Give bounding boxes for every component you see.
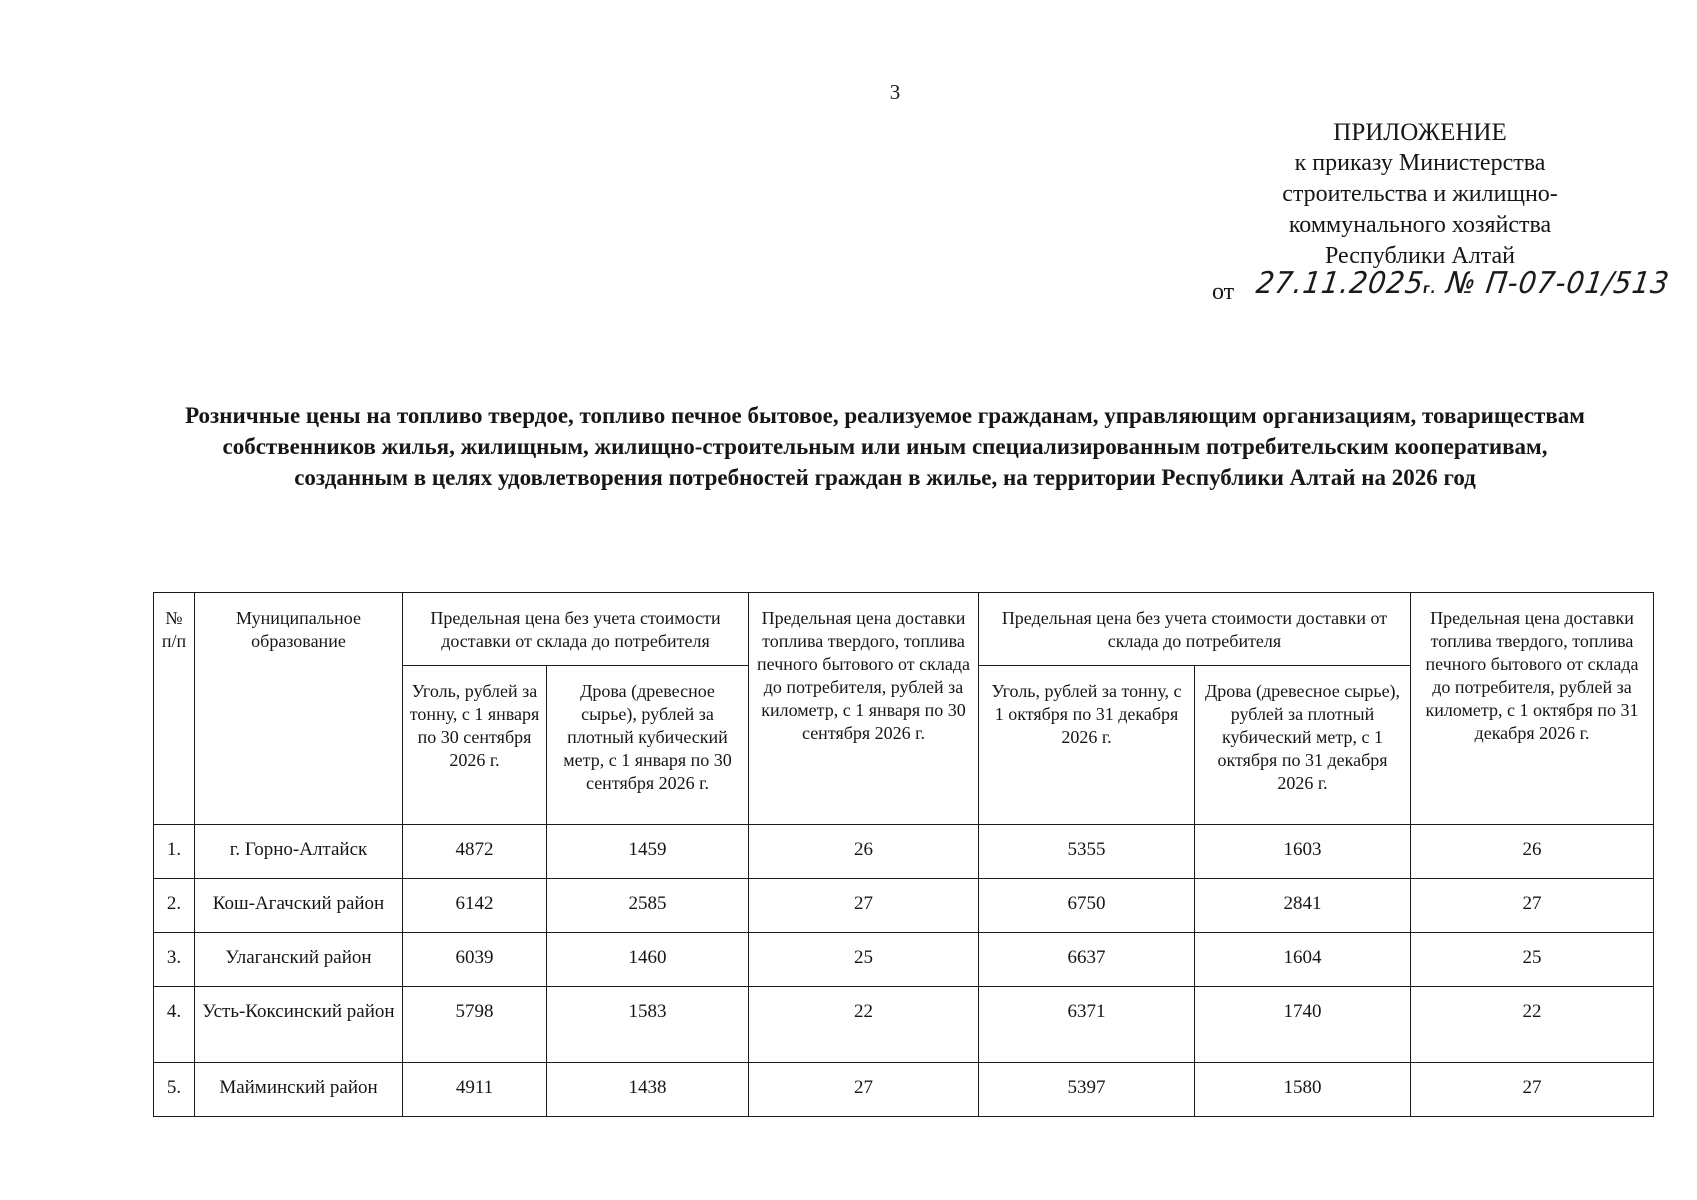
row-wood-1: 1460 bbox=[547, 933, 749, 987]
row-delivery-2: 27 bbox=[1411, 879, 1654, 933]
prices-table bbox=[153, 592, 1654, 1117]
row-num: 1. bbox=[154, 825, 195, 879]
document-title: Розничные цены на топливо твердое, топливо печное бытовое, реализуемое гражданам, управляющим организациям, товариществам собственников жилья, жилищным, жилищно-строительным или иным специализированным потребительским кооперативам, созданным в целях удовлетворения потребностей граждан в жилье, на территории Республики Алтай на 2026 год bbox=[185, 403, 1585, 490]
table-row bbox=[154, 825, 1654, 879]
appendix-line: к приказу Министерства bbox=[1294, 150, 1546, 176]
row-delivery-1: 27 bbox=[749, 879, 979, 933]
row-wood-1: 1583 bbox=[547, 987, 749, 1063]
header-coal-2: Уголь, рублей за тонну, с 1 октября по 31 декабря 2026 г. bbox=[979, 666, 1195, 825]
row-wood-2: 1740 bbox=[1195, 987, 1411, 1063]
table-row bbox=[154, 933, 1654, 987]
handwritten-suffix: г. bbox=[1421, 281, 1438, 297]
row-municipality: Майминский район bbox=[195, 1063, 403, 1117]
order-date-line bbox=[1212, 266, 1672, 306]
row-num: 5. bbox=[154, 1063, 195, 1117]
handwritten-order bbox=[1254, 266, 1672, 301]
row-coal-2: 6637 bbox=[979, 933, 1195, 987]
row-coal-2: 5355 bbox=[979, 825, 1195, 879]
row-wood-1: 1438 bbox=[547, 1063, 749, 1117]
handwritten-number: № П-07-01/513 bbox=[1444, 266, 1672, 301]
row-coal-1: 5798 bbox=[403, 987, 547, 1063]
row-municipality: Кош-Агачский район bbox=[195, 879, 403, 933]
header-municipality: Муниципальное образование bbox=[195, 593, 403, 825]
appendix-block bbox=[1235, 117, 1605, 272]
appendix-title: ПРИЛОЖЕНИЕ bbox=[1333, 119, 1507, 146]
row-coal-2: 6750 bbox=[979, 879, 1195, 933]
row-delivery-2: 25 bbox=[1411, 933, 1654, 987]
appendix-line: строительства и жилищно- bbox=[1282, 181, 1558, 207]
row-wood-1: 2585 bbox=[547, 879, 749, 933]
row-wood-2: 1580 bbox=[1195, 1063, 1411, 1117]
appendix-line: Республики Алтай bbox=[1325, 243, 1515, 269]
row-coal-1: 6142 bbox=[403, 879, 547, 933]
from-label: от bbox=[1212, 279, 1235, 305]
row-wood-2: 1603 bbox=[1195, 825, 1411, 879]
row-delivery-1: 22 bbox=[749, 987, 979, 1063]
row-wood-1: 1459 bbox=[547, 825, 749, 879]
row-coal-1: 6039 bbox=[403, 933, 547, 987]
header-wood-1: Дрова (древесное сырье), рублей за плотный кубический метр, с 1 января по 30 сентября 2026 г. bbox=[547, 666, 749, 825]
row-num: 4. bbox=[154, 987, 195, 1063]
header-num: № п/п bbox=[154, 593, 195, 825]
row-delivery-1: 26 bbox=[749, 825, 979, 879]
header-coal-1: Уголь, рублей за тонну, с 1 января по 30 сентября 2026 г. bbox=[403, 666, 547, 825]
page-number: 3 bbox=[889, 80, 901, 104]
table-row bbox=[154, 987, 1654, 1063]
row-delivery-2: 27 bbox=[1411, 1063, 1654, 1117]
row-wood-2: 1604 bbox=[1195, 933, 1411, 987]
row-municipality: Усть-Коксинский район bbox=[195, 987, 403, 1063]
row-delivery-2: 22 bbox=[1411, 987, 1654, 1063]
header-group-1: Предельная цена без учета стоимости доставки от склада до потребителя bbox=[403, 593, 749, 666]
handwritten-date: 27.11.2025 bbox=[1254, 266, 1427, 301]
row-coal-1: 4911 bbox=[403, 1063, 547, 1117]
row-num: 3. bbox=[154, 933, 195, 987]
row-coal-2: 5397 bbox=[979, 1063, 1195, 1117]
row-wood-2: 2841 bbox=[1195, 879, 1411, 933]
row-municipality: г. Горно-Алтайск bbox=[195, 825, 403, 879]
row-municipality: Улаганский район bbox=[195, 933, 403, 987]
header-delivery-1: Предельная цена доставки топлива твердого, топлива печного бытового от склада до потребителя, рублей за километр, с 1 января по 30 сентября 2026 г. bbox=[749, 593, 979, 825]
row-num: 2. bbox=[154, 879, 195, 933]
row-coal-2: 6371 bbox=[979, 987, 1195, 1063]
appendix-line: коммунального хозяйства bbox=[1288, 212, 1552, 238]
header-delivery-2: Предельная цена доставки топлива твердого, топлива печного бытового от склада до потребителя, рублей за километр, с 1 октября по 31 декабря 2026 г. bbox=[1411, 593, 1654, 825]
row-delivery-1: 25 bbox=[749, 933, 979, 987]
header-group-2: Предельная цена без учета стоимости доставки от склада до потребителя bbox=[979, 593, 1411, 666]
table-row bbox=[154, 879, 1654, 933]
row-delivery-2: 26 bbox=[1411, 825, 1654, 879]
row-coal-1: 4872 bbox=[403, 825, 547, 879]
header-wood-2: Дрова (древесное сырье), рублей за плотный кубический метр, с 1 октября по 31 декабря 2026 г. bbox=[1195, 666, 1411, 825]
row-delivery-1: 27 bbox=[749, 1063, 979, 1117]
table-row bbox=[154, 1063, 1654, 1117]
